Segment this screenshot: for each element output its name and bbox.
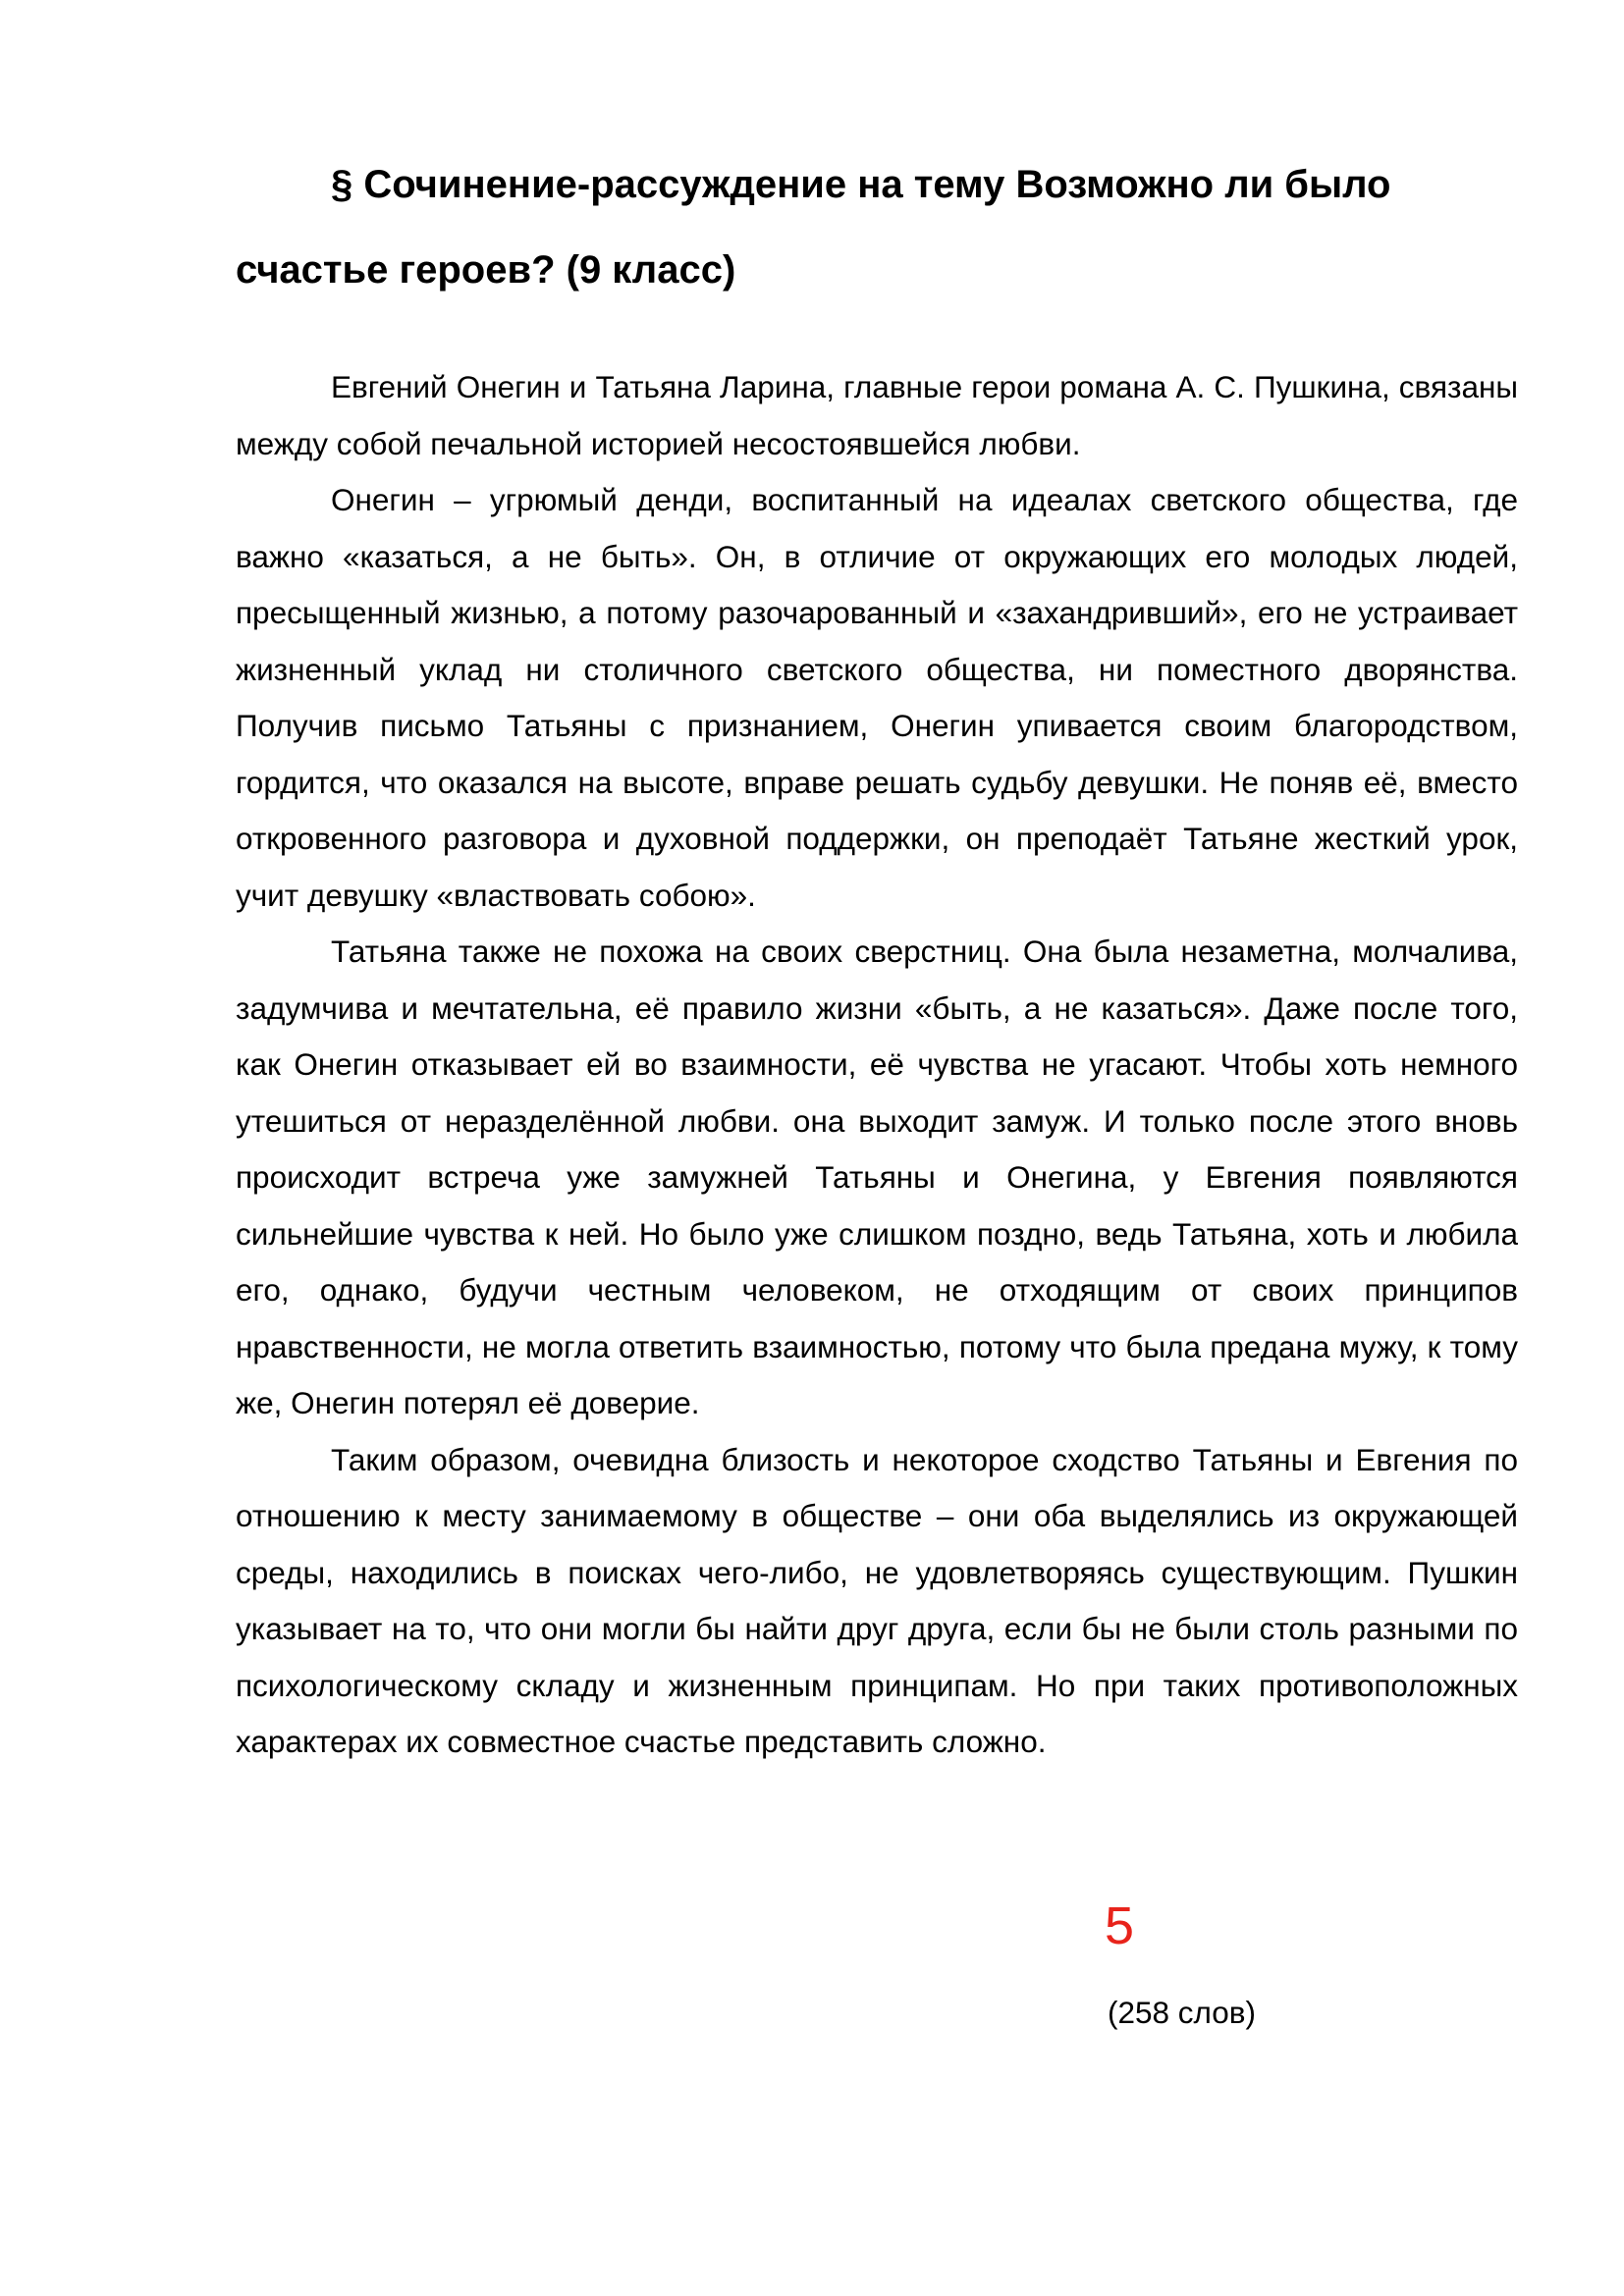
paragraph-conclusion: Таким образом, очевидна близость и некоторое сходство Татьяны и Евгения по отношению к месту занимаемому в обществе – они оба выделялись из окружающей среды, находились в поисках чего-либо, не удовлетворяясь существующим. Пушкин указывает на то, что они могли бы найти друг друга, если бы не были столь разными по психологическому складу и жизненным принципам. Но при таких противоположных характерах их совместное счастье представить сложно. [236,1441,1518,1759]
paragraph-tatiana: Татьяна также не похожа на своих сверстниц. Она была незаметна, молчалива, задумчива и мечтательна, её правило жизни «быть, а не казаться». Даже после того, как Онегин отказывает ей во взаимности, её чувства не угасают. Чтобы хоть немного утешиться от неразделённой любви. она выходит замуж. И только после этого вновь происходит встреча уже замужней Татьяны и Онегина, у Евгения появляются сильнейшие чувства к ней. Но было уже слишком поздно, ведь Татьяна, хоть и любила его, однако, будучи честным человеком, не отходящим от своих принципов нравственности, не могла ответить взаимностью, потому что была предана мужу, к тому же, Онегин потерял её доверие. [236,934,1518,1420]
word-count: (258 слов) [1108,1995,1257,2030]
grade-mark: 5 [1105,1896,1135,1955]
paragraph-intro: Евгений Онегин и Татьяна Ларина, главные герои романа А. С. Пушкина, связаны между собой печальной историей несостоявшейся любви. [236,369,1518,461]
paragraph-onegin: Онегин – угрюмый денди, воспитанный на идеалах светского общества, где важно «казаться, а не быть». Он, в отличие от окружающих его молодых людей, пресыщенный жизнью, а потому разочарованный и «захандривший», его не устраивает жизненный уклад ни столичного светского общества, ни поместного дворянства. Получив письмо Татьяны с признанием, Онегин упивается своим благородством, гордится, что оказался на высоте, вправе решать судьбу девушки. Не поняв её, вместо откровенного разговора и духовной поддержки, он преподаёт Татьяне жесткий урок, учит девушку «властвовать собою». [236,482,1518,913]
essay-title: § Сочинение-рассуждение на тему Возможно ли было счастье героев? (9 класс) [236,163,1391,292]
essay-body [236,359,1518,1771]
